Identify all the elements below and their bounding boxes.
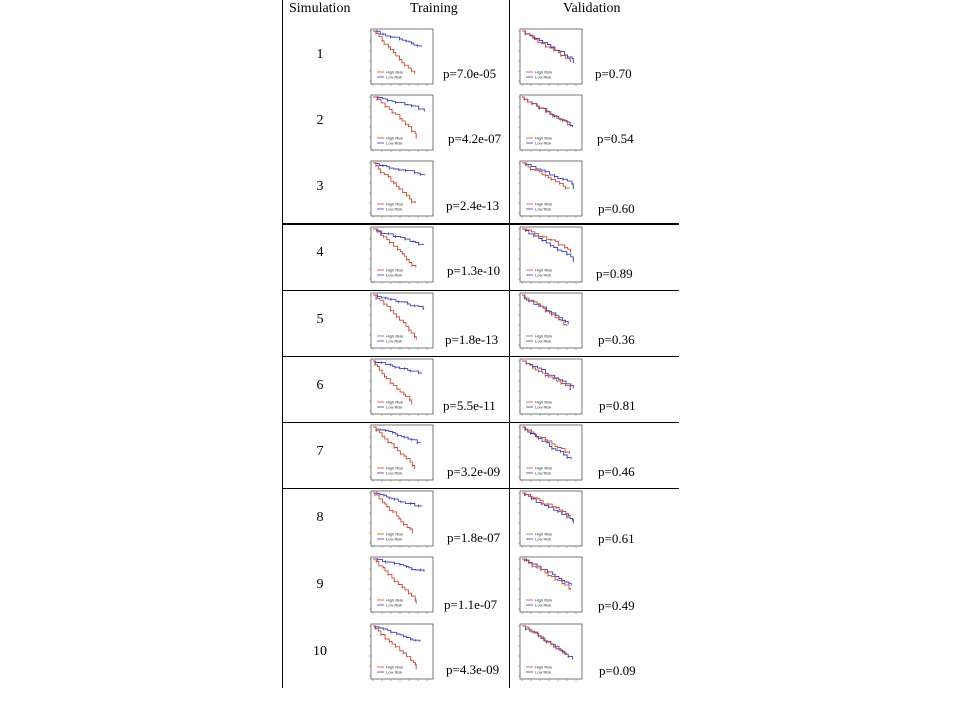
legend-label: High Risk [535,201,553,207]
validation-p-value: p=0.70 [595,66,632,81]
legend-label: High Risk [535,597,553,603]
validation-km-plot [514,160,584,222]
validation-p-value: p=0.61 [598,531,635,546]
training-p-value: p=1.1e-07 [444,597,498,612]
training-p-value: p=2.4e-13 [446,198,500,213]
row-separator [282,290,679,291]
legend-label: Low Risk [535,140,552,146]
row-separator [282,223,679,225]
validation-km-plot [514,623,584,685]
training-p-value: p=1.8e-07 [447,530,501,545]
training-km-plot [365,292,435,354]
validation-p-value: p=0.89 [596,266,633,281]
legend-label: Low Risk [535,669,552,675]
legend-label: High Risk [535,531,553,537]
legend-label: Low Risk [535,206,552,212]
legend-label: High Risk [386,69,404,75]
training-km-plot [365,226,435,288]
header-simulation: Simulation [289,1,351,16]
legend-label: Low Risk [386,74,403,80]
validation-km-plot [514,28,584,90]
validation-p-value: p=0.60 [598,201,635,216]
legend-label: High Risk [386,201,404,207]
legend-label: Low Risk [535,404,552,410]
simulation-number: 7 [316,444,324,459]
training-p-value: p=4.3e-09 [446,662,500,677]
legend-label: High Risk [386,531,404,537]
training-km-plot [365,424,435,486]
simulation-number: 2 [316,113,324,128]
legend-label: High Risk [386,267,404,273]
validation-p-value: p=0.54 [597,131,634,146]
legend-label: Low Risk [386,140,403,146]
validation-km-plot [514,490,584,552]
legend-label: Low Risk [535,602,552,608]
legend-label: High Risk [535,333,553,339]
simulation-number: 1 [316,47,324,62]
validation-km-plot [514,94,584,156]
validation-km-plot [514,556,584,618]
training-p-value: p=1.8e-13 [445,332,499,347]
legend-label: Low Risk [386,206,403,212]
legend-label: Low Risk [386,536,403,542]
legend-label: High Risk [386,135,404,141]
legend-label: Low Risk [535,272,552,278]
legend-label: Low Risk [386,470,403,476]
column-divider [509,0,510,688]
validation-p-value: p=0.46 [598,464,635,479]
legend-label: Low Risk [386,669,403,675]
validation-p-value: p=0.49 [598,598,635,613]
legend-label: High Risk [535,399,553,405]
legend-label: High Risk [535,664,553,670]
legend-label: High Risk [386,333,404,339]
header-validation: Validation [563,1,621,16]
legend-label: Low Risk [386,404,403,410]
legend-label: High Risk [386,399,404,405]
validation-p-value: p=0.09 [599,663,636,678]
training-km-plot [365,623,435,685]
validation-km-plot [514,226,584,288]
simulation-number: 3 [316,179,324,194]
legend-label: High Risk [386,597,404,603]
legend-label: High Risk [535,69,553,75]
legend-label: High Risk [535,135,553,141]
legend-label: Low Risk [535,74,552,80]
legend-label: High Risk [386,664,404,670]
simulation-number: 9 [316,577,324,592]
validation-p-value: p=0.36 [598,332,635,347]
legend-label: Low Risk [386,338,403,344]
legend-label: Low Risk [535,338,552,344]
training-km-plot [365,94,435,156]
validation-km-plot [514,424,584,486]
training-km-plot [365,358,435,420]
legend-label: High Risk [535,465,553,471]
row-separator [282,488,679,489]
simulation-number: 10 [313,644,327,659]
training-p-value: p=4.2e-07 [448,131,502,146]
training-km-plot [365,556,435,618]
row-separator [282,422,679,423]
training-km-plot [365,160,435,222]
validation-km-plot [514,358,584,420]
training-p-value: p=1.3e-10 [447,263,501,278]
validation-km-plot [514,292,584,354]
training-p-value: p=5.5e-11 [443,398,496,413]
simulation-number: 6 [316,378,324,393]
legend-label: High Risk [535,267,553,273]
legend-label: Low Risk [386,602,403,608]
training-p-value: p=7.0e-05 [443,66,497,81]
legend-label: Low Risk [535,470,552,476]
legend-label: Low Risk [386,272,403,278]
training-p-value: p=3.2e-09 [447,464,501,479]
simulation-number: 4 [316,245,324,260]
table-left-border [282,0,283,688]
validation-p-value: p=0.81 [599,398,636,413]
training-km-plot [365,490,435,552]
legend-label: Low Risk [535,536,552,542]
simulation-number: 5 [316,312,324,327]
legend-label: High Risk [386,465,404,471]
training-km-plot [365,28,435,90]
header-training: Training [410,1,458,16]
row-separator [282,356,679,357]
simulation-number: 8 [316,510,324,525]
